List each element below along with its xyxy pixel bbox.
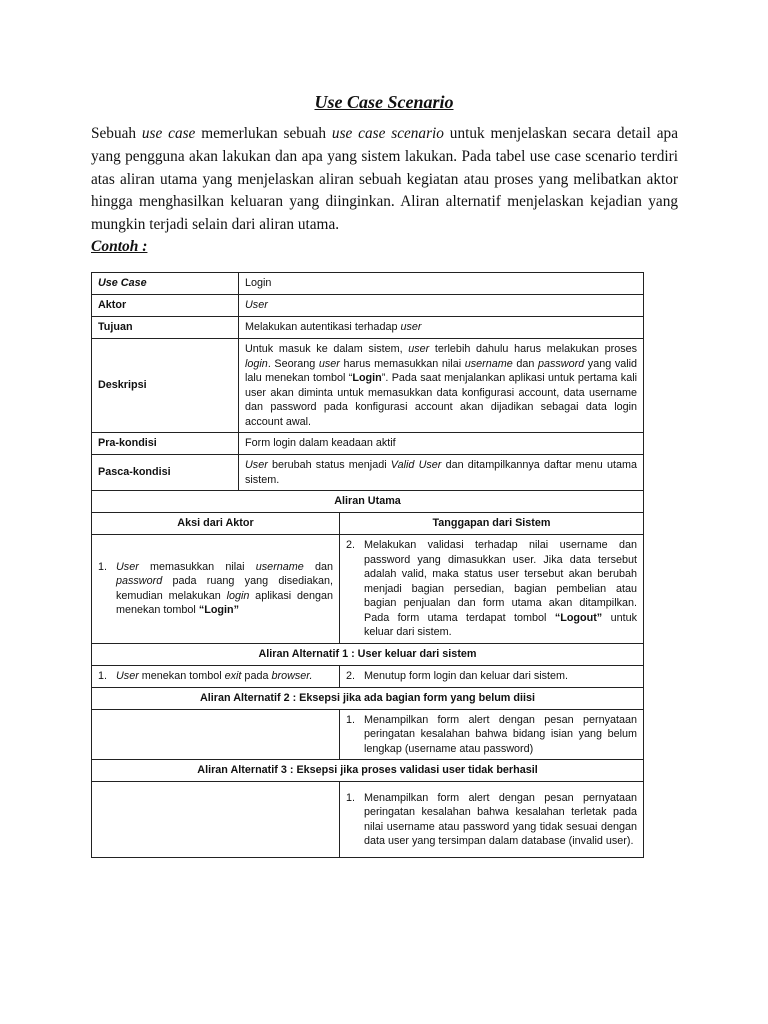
- row-label: [92, 273, 239, 295]
- desc-text: dan: [512, 357, 538, 370]
- step-term: password: [116, 575, 163, 588]
- row-label: Pra-kondisi: [92, 433, 239, 455]
- value-term: user: [400, 321, 422, 334]
- desc-term: username: [464, 357, 513, 370]
- step-term: username: [255, 560, 304, 573]
- system-response-cell: [340, 535, 644, 644]
- desc-term: login: [245, 357, 268, 370]
- system-response-cell: [340, 782, 644, 858]
- row-label: Pasca-kondisi: [92, 455, 239, 491]
- row-value: Login: [239, 273, 644, 295]
- system-response-cell: [340, 665, 644, 687]
- section-header: Aliran Alternatif 2 : Eksepsi jika ada bagian form yang belum diisi: [92, 687, 644, 709]
- step-number: 2.: [346, 669, 356, 682]
- table-row: [92, 760, 644, 782]
- desc-term: user: [318, 357, 340, 370]
- list-item: [346, 669, 637, 684]
- desc-term: user: [408, 343, 430, 355]
- value-text: User: [245, 299, 268, 312]
- actor-action-cell: [92, 709, 340, 760]
- intro-term: use case: [141, 125, 196, 142]
- intro-text: memerlukan sebuah: [195, 125, 332, 142]
- step-term: browser.: [271, 669, 313, 682]
- value-text: Melakukan autentikasi terhadap: [245, 321, 401, 334]
- desc-text: Untuk masuk ke dalam sistem,: [245, 343, 409, 355]
- table-row: [92, 782, 644, 858]
- step-text: untuk keluar dari sistem.: [364, 611, 638, 638]
- list-item: [346, 791, 637, 849]
- list-item: [346, 713, 637, 757]
- intro-paragraph: [91, 123, 678, 237]
- desc-bold: Login: [352, 372, 382, 384]
- step-number: 1.: [346, 713, 356, 726]
- desc-text: ”. Pada saat menjalankan aplikasi untuk pertama kali user akan diminta untuk memasukkan data konfigurasi account, data username dan password pada konfigurasi account akan dijadikan sebagai data login account awal.: [245, 372, 638, 428]
- list-item: [346, 538, 637, 640]
- step-list: [346, 669, 637, 684]
- step-text: pada: [241, 669, 272, 682]
- intro-term: use case scenario: [331, 125, 444, 142]
- value-term: Valid User: [390, 459, 442, 471]
- table-row: [92, 273, 644, 295]
- intro-text: Sebuah: [91, 125, 142, 142]
- row-value: Form login dalam keadaan aktif: [239, 433, 644, 455]
- step-bold: “Logout”: [554, 611, 603, 624]
- step-text: aplikasi dengan menekan tombol: [116, 589, 333, 617]
- desc-text: . Seorang: [267, 357, 319, 370]
- row-value: [239, 295, 644, 317]
- system-response-cell: [340, 709, 644, 760]
- step-list: [346, 791, 637, 849]
- use-case-table: [91, 272, 644, 858]
- list-item: [98, 669, 333, 684]
- section-header: Aliran Utama: [92, 491, 644, 513]
- row-label: Deskripsi: [92, 339, 239, 433]
- value-text: berubah status menjadi: [267, 459, 391, 471]
- step-text: Melakukan validasi terhadap nilai username dan password yang dimasukkan user. Jika data tersebut adalah valid, maka status user tersebut akan berubah menjadi bagian persedian, bagian pembelian atau bagian penjualan dan form utama akan ditampilkan. Pada form utama terdapat tombol: [364, 539, 638, 624]
- table-row: [92, 643, 644, 665]
- step-number: 1.: [98, 669, 108, 682]
- page-title: Use Case Scenario: [314, 92, 454, 112]
- actor-action-cell: [92, 665, 340, 687]
- table-row: [92, 665, 644, 687]
- step-term: User: [116, 669, 139, 682]
- intro-text: untuk menjelaskan secara detail apa yang pengguna akan lakukan dan apa yang sistem lakukan. Pada tabel use case scenario terdiri atas aliran utama yang menjelaskan aliran sebuah kegiatan atau proses yang melibatkan aktor hingga menghasilkan keluaran yang diinginkan. Aliran alternatif menjelaskan kejadian yang mungkin terjadi selain dari aliran utama.: [91, 125, 678, 234]
- actor-action-cell: [92, 782, 340, 858]
- step-bold: “Login”: [198, 604, 240, 617]
- table-row: [92, 709, 644, 760]
- column-header: Aksi dari Aktor: [92, 513, 340, 535]
- step-number: 1.: [346, 791, 356, 804]
- step-term: User: [116, 560, 139, 573]
- table-row: [92, 433, 644, 455]
- step-number: 1.: [98, 560, 108, 573]
- step-text: Menampilkan form alert dengan pesan pernyataan peringatan kesalahan bahwa kesalahan terletak pada nilai username atau password yang tidak sesuai dengan data user yang tersimpan dalam database (invalid user).: [364, 791, 638, 847]
- step-list: [98, 560, 333, 618]
- desc-text: yang valid lalu menekan tombol “: [245, 357, 638, 384]
- label-text: Use Case: [98, 277, 147, 290]
- step-number: 2.: [346, 539, 356, 551]
- table-row: [92, 317, 644, 339]
- row-value: [239, 339, 644, 433]
- step-list: [98, 669, 333, 684]
- step-text: dan: [303, 560, 333, 573]
- table-row: [92, 295, 644, 317]
- step-text: Menutup form login dan keluar dari sistem.: [364, 669, 569, 682]
- desc-text: terlebih dahulu harus melakukan proses: [429, 343, 637, 355]
- row-value: [239, 317, 644, 339]
- step-list: [346, 713, 637, 757]
- row-label: Tujuan: [92, 317, 239, 339]
- desc-text: harus memasukkan nilai: [339, 357, 465, 370]
- step-term: exit: [224, 669, 242, 682]
- step-list: [346, 538, 637, 640]
- table-row: [92, 455, 644, 491]
- row-value: [239, 455, 644, 491]
- table-row: [92, 535, 644, 644]
- step-text: Menampilkan form alert dengan pesan pernyataan peringatan kesalahan bahwa bidang isian yang belum lengkap (username atau password): [364, 713, 638, 755]
- section-header: Aliran Alternatif 3 : Eksepsi jika proses validasi user tidak berhasil: [92, 760, 644, 782]
- desc-term: password: [537, 357, 585, 370]
- column-header: Tanggapan dari Sistem: [340, 513, 644, 535]
- value-text: dan ditampilkannya daftar menu utama sistem.: [245, 459, 637, 486]
- section-header: Aliran Alternatif 1 : User keluar dari sistem: [92, 643, 644, 665]
- step-text: pada ruang yang disediakan, kemudian melakukan: [116, 575, 333, 602]
- actor-action-cell: [92, 535, 340, 644]
- step-text: memasukkan nilai: [138, 560, 256, 573]
- step-text: menekan tombol: [138, 669, 225, 682]
- example-heading: Contoh :: [91, 238, 148, 255]
- step-term: login: [226, 589, 250, 602]
- row-label: Aktor: [92, 295, 239, 317]
- table-row: [92, 491, 644, 513]
- table-row: [92, 687, 644, 709]
- value-term: User: [245, 459, 268, 471]
- list-item: [98, 560, 333, 618]
- table-row: [92, 513, 644, 535]
- table-row: [92, 339, 644, 433]
